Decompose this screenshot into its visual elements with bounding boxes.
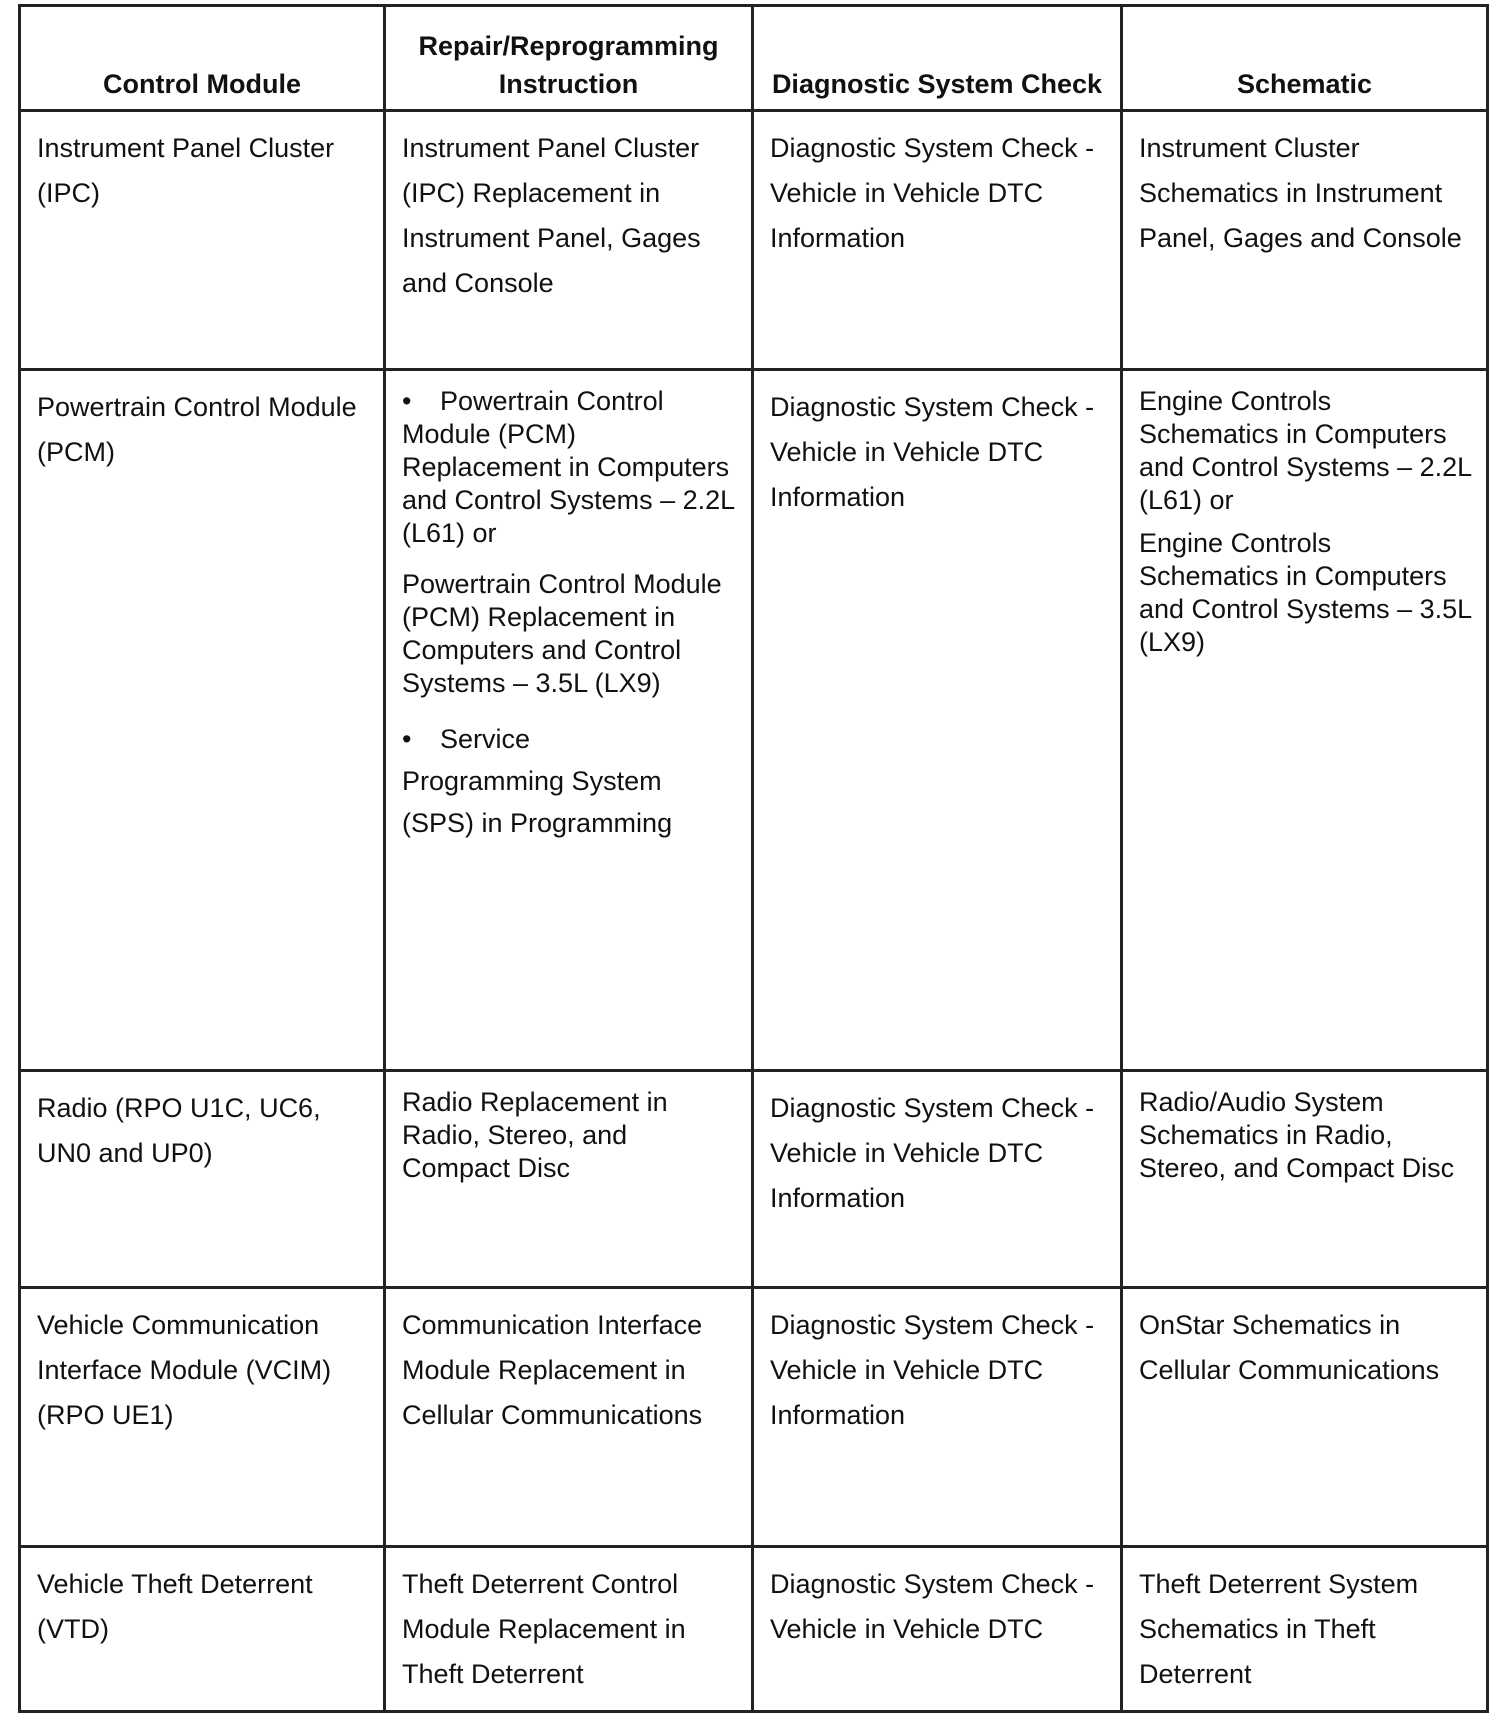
schematic-text: Theft Deterrent System Schematics in Theft Deterrent	[1139, 1569, 1419, 1689]
diagnostic-text: Diagnostic System Check - Vehicle in Vehicle DTC Information	[770, 392, 1095, 512]
schematic-text: Radio/Audio System Schematics in Radio, Stereo, and Compact Disc	[1139, 1087, 1455, 1183]
table-row	[20, 1547, 1488, 1712]
repair-cell	[385, 1288, 753, 1547]
repair-item-text: Programming System (SPS) in Programming	[402, 766, 673, 838]
repair-cell	[385, 1071, 753, 1288]
module-name: Instrument Panel Cluster (IPC)	[37, 133, 335, 208]
schematic-text: OnStar Schematics in Cellular Communications	[1139, 1310, 1440, 1385]
schematic-cell	[1122, 1288, 1488, 1547]
repair-cell	[385, 1547, 753, 1712]
page	[18, 4, 1486, 1713]
module-cell	[20, 1071, 385, 1288]
bullet-glyph: •	[402, 724, 412, 754]
schematic-item-text: Engine Controls Schematics in Computers and Control Systems – 3.5L (LX9)	[1139, 528, 1472, 657]
repair-item-text: Powertrain Control Module (PCM) Replacement in Computers and Control Systems – 3.5L (LX9)	[402, 569, 722, 698]
repair-instruction-text: Theft Deterrent Control Module Replacement in Theft Deterrent	[402, 1569, 686, 1689]
header-control-module-label: Control Module	[103, 69, 301, 99]
repair-cell	[385, 370, 753, 1071]
header-diagnostic-system-check	[753, 6, 1122, 111]
schematic-cell	[1122, 1547, 1488, 1712]
bullet-glyph: •	[402, 386, 412, 416]
repair-instruction-text: Radio Replacement in Radio, Stereo, and Compact Disc	[402, 1087, 668, 1183]
repair-instruction-text: Communication Interface Module Replacement in Cellular Communications	[402, 1310, 703, 1430]
table-header	[20, 6, 1488, 111]
module-reference-table	[18, 4, 1489, 1713]
schematic-text: Instrument Cluster Schematics in Instrument Panel, Gages and Console	[1139, 133, 1462, 253]
header-control-module	[20, 6, 385, 111]
header-schematic	[1122, 6, 1488, 111]
repair-item-text: Module (PCM) Replacement in Computers and Control Systems – 2.2L (L61) or	[402, 419, 735, 548]
diagnostic-text: Diagnostic System Check - Vehicle in Vehicle DTC Information	[770, 1310, 1095, 1430]
diagnostic-text: Diagnostic System Check - Vehicle in Vehicle DTC Information	[770, 133, 1095, 253]
header-repair-instruction-label: Repair/Reprogramming Instruction	[418, 31, 719, 99]
repair-item-lead: Powertrain Control	[440, 386, 664, 416]
table-row	[20, 1071, 1488, 1288]
header-row	[20, 6, 1488, 111]
diagnostic-text: Diagnostic System Check - Vehicle in Vehicle DTC	[770, 1569, 1095, 1644]
schematic-item-text: Engine Controls Schematics in Computers and Control Systems – 2.2L (L61) or	[1139, 386, 1472, 515]
diagnostic-cell	[753, 1071, 1122, 1288]
diagnostic-cell	[753, 1288, 1122, 1547]
table-row	[20, 111, 1488, 370]
diagnostic-text: Diagnostic System Check - Vehicle in Vehicle DTC Information	[770, 1093, 1095, 1213]
header-diagnostic-label: Diagnostic System Check	[771, 69, 1103, 99]
diagnostic-cell	[753, 370, 1122, 1071]
repair-list-item	[402, 568, 737, 700]
schematic-cell	[1122, 111, 1488, 370]
module-name: Powertrain Control Module (PCM)	[37, 392, 357, 467]
table-row	[20, 1288, 1488, 1547]
module-name: Vehicle Theft Deterrent (VTD)	[37, 1569, 313, 1644]
repair-instruction-text: Instrument Panel Cluster (IPC) Replacement in Instrument Panel, Gages and Console	[402, 133, 701, 298]
table-body	[20, 111, 1488, 1712]
schematic-cell	[1122, 1071, 1488, 1288]
repair-list-item	[402, 385, 737, 550]
table-row	[20, 370, 1488, 1071]
module-cell	[20, 1288, 385, 1547]
module-name: Vehicle Communication Interface Module (VCIM) (RPO UE1)	[37, 1310, 332, 1430]
schematic-cell	[1122, 370, 1488, 1071]
diagnostic-cell	[753, 111, 1122, 370]
module-name: Radio (RPO U1C, UC6, UN0 and UP0)	[37, 1093, 321, 1168]
module-cell	[20, 370, 385, 1071]
repair-item-lead: Service	[440, 724, 531, 754]
repair-cell	[385, 111, 753, 370]
header-repair-instruction	[385, 6, 753, 111]
module-cell	[20, 1547, 385, 1712]
module-cell	[20, 111, 385, 370]
diagnostic-cell	[753, 1547, 1122, 1712]
repair-list-item	[402, 718, 737, 844]
header-schematic-label: Schematic	[1236, 69, 1373, 99]
